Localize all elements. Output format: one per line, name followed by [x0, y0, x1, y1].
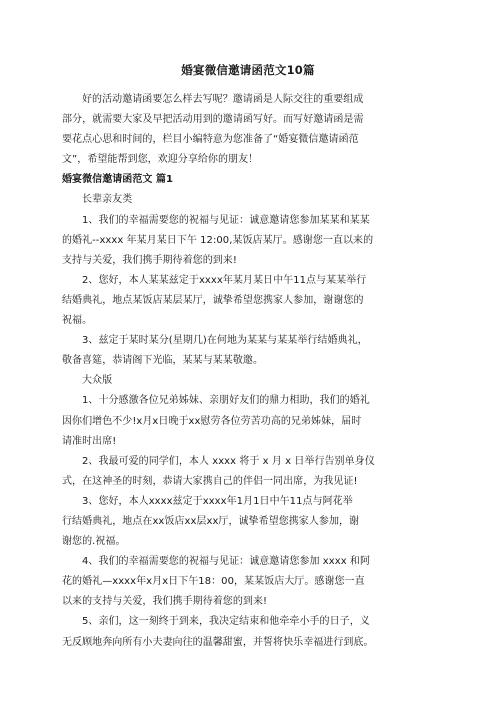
text-line: 的婚礼--xxxx 年某月某日下午 12:00,某饭店某厅。感谢您一直以来的: [62, 234, 374, 246]
text-line: 3、您好，本人xxxx兹定于xxxx年1月1日中午11点与阿花举: [82, 495, 353, 507]
text-line: 谢您的.祝福。: [62, 536, 126, 548]
text-line: 无反顾地奔向所有小夫妻向往的温馨甜蜜，并誓将快乐幸福进行到底。: [62, 636, 374, 648]
text-line: 部分，就需要大家及早把活动用到的邀请函写好。而写好邀请函是需: [62, 114, 364, 126]
text-line: 要花点心思和时间的，栏目小编特意为您准备了“婚宴微信邀请函范: [62, 134, 359, 146]
text-line: 3、兹定于某时某分(星期几)在何地为某某与某某举行结婚典礼，: [82, 335, 368, 347]
text-line: 因你们增色不少!x月x日晚于xx慰劳各位劳苦功高的兄弟姊妹，届时: [62, 415, 362, 427]
text-line: 1、我们的幸福需要您的祝福与见证：诚意邀请您参加某某和某某: [82, 214, 370, 226]
text-line: 1、十分感激各位兄弟姊妹、亲朋好友们的鼎力相助，我们的婚礼: [82, 395, 370, 407]
text-line: 结婚典礼，地点某饭店某层某厅，诚挚希望您携家人参加，谢谢您的: [62, 294, 364, 306]
text-line: 敬备喜筵，恭请阁下光临，某某与某某敬邀。: [62, 355, 263, 367]
text-line: 式，在这神圣的时刻，恭请大家携自己的伴侣一同出席，为我见证!: [62, 475, 358, 487]
document-title: 婚宴微信邀请函范文10篇: [181, 63, 315, 77]
text-line: 2、我最可爱的同学们，本人 xxxx 将于 x 月 x 日举行告别单身仪: [82, 455, 375, 467]
text-line: 2、您好，本人某某兹定于xxxx年某月某日中午11点与某某举行: [82, 274, 367, 286]
text-line: 以来的支持与关爱，我们携手期待着您的到来!: [62, 596, 268, 608]
text-line: 5、亲们，这一刻终于到来，我决定结束和他牵牵小手的日子，义: [82, 616, 370, 628]
text-line: 长辈亲友类: [82, 194, 133, 206]
text-line: 行结婚典礼，地点在xx饭店xx层xx厅，诚挚希望您携家人参加，谢: [62, 515, 360, 527]
text-line: 花的婚礼—xxxx年x月x日下午18：00，某某饭店大厅。感谢您一直: [62, 576, 365, 588]
text-line: 文”，希望能帮到您，欢迎分享给你的朋友！: [62, 154, 259, 166]
document-body: [62, 90, 440, 653]
text-line: 大众版: [82, 375, 113, 387]
text-line: 4、我们的幸福需要您的祝福与见证：诚意邀请您参加 xxxx 和阿: [82, 556, 370, 568]
text-line: 祝福。: [62, 315, 93, 327]
text-line: 支持与关爱，我们携手期待着您的到来!: [62, 254, 237, 266]
text-line: 请准时出席!: [62, 435, 117, 447]
section-heading: 婚宴微信邀请函范文 篇1: [62, 174, 174, 186]
text-line: 好的活动邀请函要怎么样去写呢？邀请函是人际交往的重要组成: [82, 94, 364, 105]
